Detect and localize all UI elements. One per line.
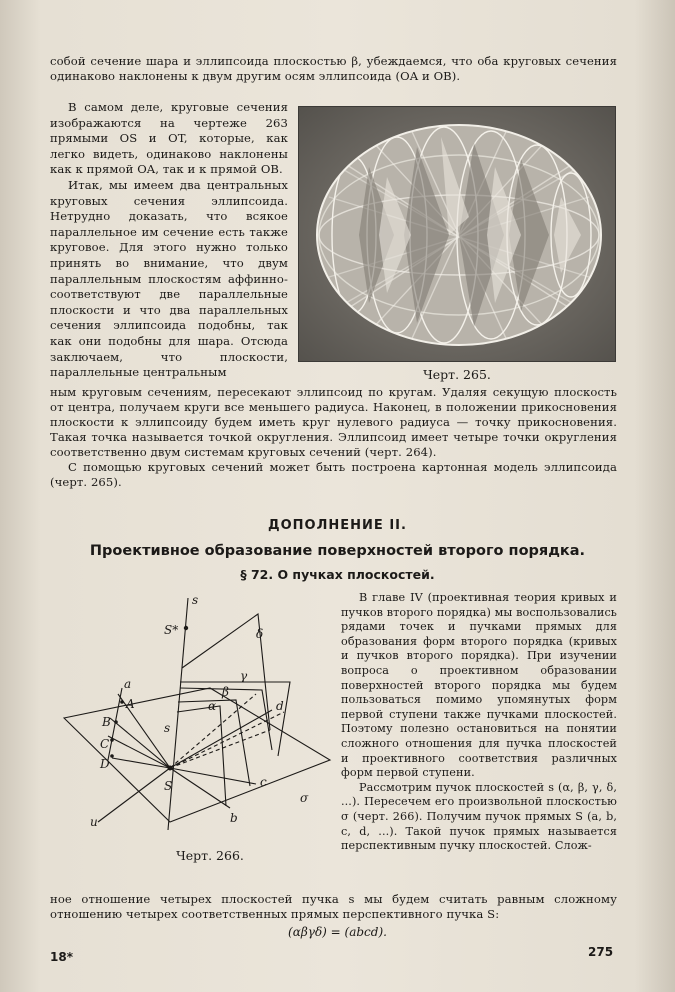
supplement-title: ДОПОЛНЕНИЕ II. [268, 518, 407, 533]
right-column [341, 591, 617, 854]
point-B [114, 720, 118, 724]
right-column-para-2: Рассмотрим пучок плоскостей s (α, β, γ, δ, ...). Пересечем его произвольной плоскостью σ (черт. 266). Получим пучок прямых S (a, b, c, d, ...). Такой пучок прямых называется перспективным пучку плоскостей. Слож- [341, 780, 617, 853]
top-paragraph [50, 54, 617, 84]
label-C: C [100, 737, 110, 751]
ellipsoid-model-image [299, 107, 616, 362]
label-A: A [126, 697, 135, 711]
left-column-para-1: В самом деле, круговые сечения изображаются на чертеже 263 прямыми OS и OT, которые, как легко видеть, одинаково наклонены как к прямой OA, так и к прямой OB. [50, 100, 288, 177]
left-column [50, 100, 288, 381]
label-delta: δ [256, 627, 264, 641]
label-s-mid: s [164, 721, 171, 735]
plane-alpha [177, 706, 226, 806]
label-beta: β [222, 685, 229, 699]
figure-265-caption: Черт. 265. [423, 367, 491, 382]
right-column-para-1: В главе IV (проективная теория кривых и пучков второго порядка) мы воспользовались рядами точек и пучками прямых для образования форм второго порядка (кривых и пучков второго порядка). При изучении вопроса о проективном образовании поверхностей второго порядка мы будем пользоваться помимо упомянутых форм первой ступени также пучками плоскостей. Поэтому полезно остановиться на понятии сложного отношения для пучка плоскостей и проективного соответствия различных форм первой ступени. [341, 591, 617, 780]
model-paragraph-text: С помощью круговых сечений может быть построена картонная модель эллипсоида (черт. 265). [50, 460, 617, 489]
continuation-paragraph-text: ным круговым сечениям, пересекают эллипсоид по кругам. Удаляя секущую плоскость от центра, получаем круги все меньшего радиуса. Наконец, в положении прикосновения плоскости к эллипсоиду будем иметь круг нулевого радиуса — точку прикосновения. Такая точка называется точкой округления. Эллипсоид имеет четыре точки округления соответственно двум системам круговых сечений (черт. 264). [50, 385, 617, 459]
label-d: d [276, 699, 284, 713]
section-title: § 72. О пучках плоскостей. [240, 567, 435, 582]
label-B: B [102, 715, 111, 729]
label-u: u [90, 815, 98, 829]
label-s-top: s [192, 593, 199, 607]
point-A [120, 700, 124, 704]
point-S-star [184, 626, 188, 630]
line-u [98, 768, 173, 822]
figure-265-photo [298, 106, 616, 362]
page-number: 275 [588, 945, 614, 959]
continuation-paragraph [50, 385, 617, 490]
chapter-title: Проективное образование поверхностей второго порядка. [89, 543, 586, 559]
point-C [110, 738, 114, 742]
point-S [168, 766, 173, 771]
label-c: c [260, 775, 267, 789]
label-a: a [124, 677, 132, 691]
bottom-paragraph-text: ное отношение четырех плоскостей пучка s мы будем считать равным сложному отношению четырех соответственных прямых перспективного пучка S: [50, 892, 617, 921]
top-paragraph-text: собой сечение шара и эллипсоида плоскостью β, убеждаемся, что оба круговых сечения одинаково наклонены к двум другим осям эллипсоида (OA и OB). [50, 54, 617, 83]
bottom-paragraph [50, 892, 617, 922]
label-s-star: S* [164, 623, 179, 637]
label-sigma: σ [300, 791, 309, 805]
footer-signature-mark: 18* [50, 950, 73, 964]
label-b: b [230, 811, 238, 825]
point-D [110, 754, 114, 758]
left-column-para-2: Итак, мы имеем два центральных круговых сечения эллипсоида. Нетрудно доказать, что всякое параллельное им сечение есть также круговое. Для этого нужно только принять во внимание, что двум параллельным плоскостям аффинно-соответствуют две параллельные плоскости и что два параллельных сечения эллипсоида подобны, так как они подобны для шара. Отсюда заключаем, что плоскости, параллельные центральным [50, 177, 288, 380]
label-alpha: α [208, 699, 217, 713]
label-D: D [100, 757, 110, 771]
figure-266-diagram [60, 590, 340, 830]
equation: (αβγδ) = (abcd). [288, 925, 387, 939]
label-S: S [164, 779, 173, 793]
label-gamma: γ [240, 669, 248, 683]
figure-266-caption: Черт. 266. [176, 848, 244, 863]
